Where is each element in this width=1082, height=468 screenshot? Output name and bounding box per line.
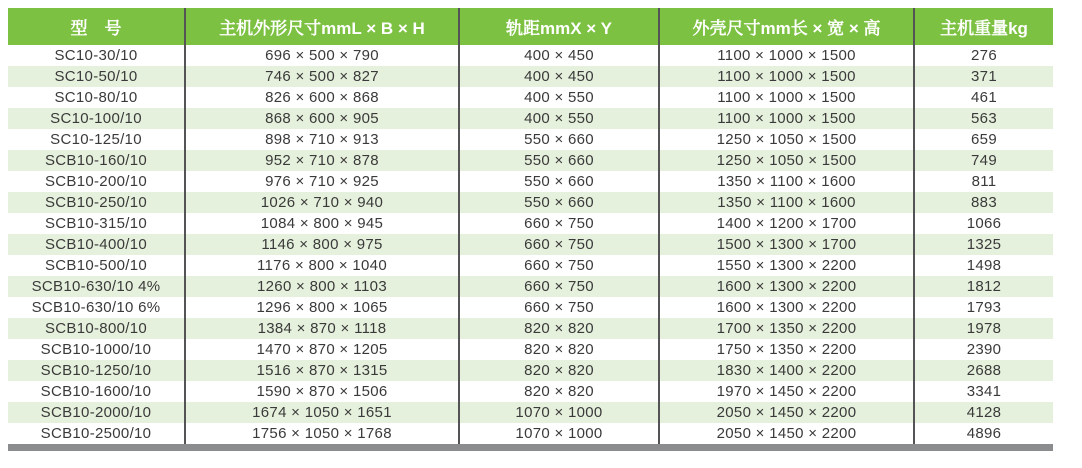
weight-cell: 811 bbox=[913, 171, 1053, 192]
model-cell: SCB10-315/10 bbox=[44, 215, 147, 232]
shell-dimensions-cell: 1100 × 1000 × 1500 bbox=[658, 87, 913, 108]
shell-dimensions-cell: 1550 × 1300 × 2200 bbox=[658, 255, 913, 276]
rail-gauge-cell: 660 × 750 bbox=[458, 297, 658, 318]
table-row bbox=[8, 108, 1053, 129]
shell-dimensions-cell: 1100 × 1000 × 1500 bbox=[658, 66, 913, 87]
shell-dimensions-cell: 1100 × 1000 × 1500 bbox=[658, 108, 913, 129]
machine-dimensions-cell: 952 × 710 × 878 bbox=[184, 150, 458, 171]
table-row bbox=[8, 276, 1053, 297]
model-cell: SCB10-200/10 bbox=[44, 173, 147, 190]
weight-cell: 2688 bbox=[913, 360, 1053, 381]
model-cell: SCB10-500/10 bbox=[44, 257, 147, 274]
table-row bbox=[8, 255, 1053, 276]
weight-cell: 276 bbox=[913, 45, 1053, 66]
rail-gauge-cell: 660 × 750 bbox=[458, 213, 658, 234]
header-shell-dimensions: 外壳尺寸mm长 × 宽 × 高 bbox=[658, 8, 913, 45]
table-row bbox=[8, 423, 1053, 444]
header-machine-dimensions: 主机外形尺寸mmL × B × H bbox=[184, 8, 458, 45]
weight-cell: 1812 bbox=[913, 276, 1053, 297]
rail-gauge-cell: 400 × 450 bbox=[458, 66, 658, 87]
shell-dimensions-cell: 1830 × 1400 × 2200 bbox=[658, 360, 913, 381]
table-row bbox=[8, 150, 1053, 171]
model-cell: SCB10-1600/10 bbox=[40, 383, 152, 400]
rail-gauge-cell: 820 × 820 bbox=[458, 318, 658, 339]
model-cell: SCB10-400/10 bbox=[44, 236, 147, 253]
shell-dimensions-cell: 1750 × 1350 × 2200 bbox=[658, 339, 913, 360]
weight-cell: 371 bbox=[913, 66, 1053, 87]
machine-dimensions-cell: 1146 × 800 × 975 bbox=[184, 234, 458, 255]
machine-dimensions-cell: 976 × 710 × 925 bbox=[184, 171, 458, 192]
model-cell: SCB10-1250/10 bbox=[40, 362, 152, 379]
rail-gauge-cell: 1070 × 1000 bbox=[458, 402, 658, 423]
rail-gauge-cell: 550 × 660 bbox=[458, 171, 658, 192]
machine-dimensions-cell: 1756 × 1050 × 1768 bbox=[184, 423, 458, 444]
table-row bbox=[8, 339, 1053, 360]
table-row bbox=[8, 297, 1053, 318]
weight-cell: 4896 bbox=[913, 423, 1053, 444]
table-row bbox=[8, 381, 1053, 402]
shell-dimensions-cell: 1350 × 1100 × 1600 bbox=[658, 192, 913, 213]
machine-dimensions-cell: 1260 × 800 × 1103 bbox=[184, 276, 458, 297]
shell-dimensions-cell: 1970 × 1450 × 2200 bbox=[658, 381, 913, 402]
table-row bbox=[8, 129, 1053, 150]
shell-dimensions-cell: 2050 × 1450 × 2200 bbox=[658, 423, 913, 444]
table-row bbox=[8, 45, 1053, 66]
header-rail-gauge: 轨距mmX × Y bbox=[458, 8, 658, 45]
model-cell: SCB10-2500/10 bbox=[40, 425, 152, 442]
model-cell: SC10-100/10 bbox=[50, 110, 142, 127]
model-cell: SCB10-800/10 bbox=[44, 320, 147, 337]
table-row bbox=[8, 66, 1053, 87]
weight-cell: 1978 bbox=[913, 318, 1053, 339]
header-model: 型 号 bbox=[70, 19, 122, 38]
shell-dimensions-cell: 1350 × 1100 × 1600 bbox=[658, 171, 913, 192]
rail-gauge-cell: 660 × 750 bbox=[458, 255, 658, 276]
shell-dimensions-cell: 2050 × 1450 × 2200 bbox=[658, 402, 913, 423]
weight-cell: 1066 bbox=[913, 213, 1053, 234]
weight-cell: 749 bbox=[913, 150, 1053, 171]
weight-cell: 461 bbox=[913, 87, 1053, 108]
machine-dimensions-cell: 1516 × 870 × 1315 bbox=[184, 360, 458, 381]
table-body bbox=[8, 45, 1053, 444]
rail-gauge-cell: 820 × 820 bbox=[458, 381, 658, 402]
model-cell: SC10-80/10 bbox=[54, 89, 138, 106]
model-cell: SC10-125/10 bbox=[50, 131, 142, 148]
machine-dimensions-cell: 1296 × 800 × 1065 bbox=[184, 297, 458, 318]
table-header-row bbox=[8, 8, 1053, 45]
weight-cell: 3341 bbox=[913, 381, 1053, 402]
weight-cell: 563 bbox=[913, 108, 1053, 129]
machine-dimensions-cell: 1026 × 710 × 940 bbox=[184, 192, 458, 213]
shell-dimensions-cell: 1700 × 1350 × 2200 bbox=[658, 318, 913, 339]
rail-gauge-cell: 400 × 550 bbox=[458, 87, 658, 108]
model-cell: SCB10-1000/10 bbox=[40, 341, 152, 358]
table-row bbox=[8, 213, 1053, 234]
model-cell: SC10-30/10 bbox=[54, 47, 138, 64]
model-cell: SC10-50/10 bbox=[54, 68, 138, 85]
machine-dimensions-cell: 1176 × 800 × 1040 bbox=[184, 255, 458, 276]
rail-gauge-cell: 820 × 820 bbox=[458, 360, 658, 381]
weight-cell: 1325 bbox=[913, 234, 1053, 255]
shell-dimensions-cell: 1500 × 1300 × 1700 bbox=[658, 234, 913, 255]
machine-dimensions-cell: 746 × 500 × 827 bbox=[184, 66, 458, 87]
table-row bbox=[8, 360, 1053, 381]
machine-dimensions-cell: 826 × 600 × 868 bbox=[184, 87, 458, 108]
rail-gauge-cell: 550 × 660 bbox=[458, 150, 658, 171]
rail-gauge-cell: 1070 × 1000 bbox=[458, 423, 658, 444]
machine-dimensions-cell: 1470 × 870 × 1205 bbox=[184, 339, 458, 360]
shell-dimensions-cell: 1600 × 1300 × 2200 bbox=[658, 297, 913, 318]
rail-gauge-cell: 660 × 750 bbox=[458, 276, 658, 297]
machine-dimensions-cell: 1674 × 1050 × 1651 bbox=[184, 402, 458, 423]
weight-cell: 659 bbox=[913, 129, 1053, 150]
model-cell: SCB10-630/10 6% bbox=[31, 299, 161, 316]
model-cell: SCB10-250/10 bbox=[44, 194, 147, 211]
rail-gauge-cell: 550 × 660 bbox=[458, 129, 658, 150]
spec-table bbox=[8, 8, 1053, 451]
shell-dimensions-cell: 1100 × 1000 × 1500 bbox=[658, 45, 913, 66]
machine-dimensions-cell: 898 × 710 × 913 bbox=[184, 129, 458, 150]
table-row bbox=[8, 318, 1053, 339]
machine-dimensions-cell: 868 × 600 × 905 bbox=[184, 108, 458, 129]
table-row bbox=[8, 171, 1053, 192]
shell-dimensions-cell: 1600 × 1300 × 2200 bbox=[658, 276, 913, 297]
machine-dimensions-cell: 1084 × 800 × 945 bbox=[184, 213, 458, 234]
weight-cell: 4128 bbox=[913, 402, 1053, 423]
machine-dimensions-cell: 696 × 500 × 790 bbox=[184, 45, 458, 66]
rail-gauge-cell: 400 × 550 bbox=[458, 108, 658, 129]
table-bottom-bar bbox=[8, 444, 1053, 451]
weight-cell: 1793 bbox=[913, 297, 1053, 318]
model-cell: SCB10-2000/10 bbox=[40, 404, 152, 421]
rail-gauge-cell: 400 × 450 bbox=[458, 45, 658, 66]
table-row bbox=[8, 192, 1053, 213]
rail-gauge-cell: 550 × 660 bbox=[458, 192, 658, 213]
rail-gauge-cell: 660 × 750 bbox=[458, 234, 658, 255]
shell-dimensions-cell: 1250 × 1050 × 1500 bbox=[658, 150, 913, 171]
table-row bbox=[8, 402, 1053, 423]
machine-dimensions-cell: 1590 × 870 × 1506 bbox=[184, 381, 458, 402]
model-cell: SCB10-630/10 4% bbox=[31, 278, 161, 295]
model-cell: SCB10-160/10 bbox=[44, 152, 147, 169]
table-row bbox=[8, 234, 1053, 255]
weight-cell: 1498 bbox=[913, 255, 1053, 276]
rail-gauge-cell: 820 × 820 bbox=[458, 339, 658, 360]
shell-dimensions-cell: 1250 × 1050 × 1500 bbox=[658, 129, 913, 150]
header-weight: 主机重量kg bbox=[913, 8, 1053, 45]
weight-cell: 883 bbox=[913, 192, 1053, 213]
table-row bbox=[8, 87, 1053, 108]
machine-dimensions-cell: 1384 × 870 × 1118 bbox=[184, 318, 458, 339]
shell-dimensions-cell: 1400 × 1200 × 1700 bbox=[658, 213, 913, 234]
weight-cell: 2390 bbox=[913, 339, 1053, 360]
